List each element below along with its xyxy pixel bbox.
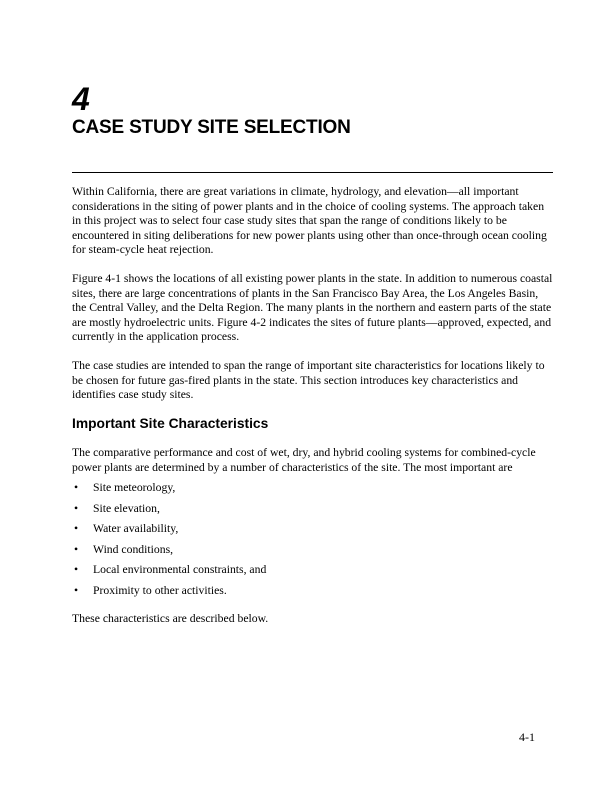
bullet-text: Proximity to other activities. [93,584,227,598]
chapter-title: CASE STUDY SITE SELECTION [72,117,351,138]
bullet-icon: • [74,522,79,536]
bullet-item [72,502,553,517]
bullet-item [72,522,553,537]
bullet-icon: • [74,501,79,515]
chapter-number: 4 [72,81,91,117]
bullet-icon: • [74,563,79,577]
bullet-text: Site elevation, [93,501,160,515]
closing-paragraph: These characteristics are described below. [72,611,269,625]
bullet-icon: • [74,584,79,598]
paragraph-2: Figure 4-1 shows the locations of all existing power plants in the state. In addition to numerous coastal sites, there are large concentrations of plants in the San Francisco Bay Area, the Los Angeles Basin, the Central Valley, and the Delta Region. The many plants in the northern and eastern parts of the state are mostly hydroelectric units. Figure 4-2 indicates the sites of future plants—approved, expected, and currently in the application process. [72,272,553,343]
paragraph-3: The case studies are intended to span the range of important site characteristics for locations likely to be chosen for future gas-fired plants in the state. This section introduces key characteristics and identifies case study sites. [72,359,545,401]
bullet-icon: • [74,481,79,495]
header-rule [72,172,553,173]
bullet-item [72,481,553,496]
section-intro-paragraph: The comparative performance and cost of wet, dry, and hybrid cooling systems for combined-cycle power plants are determined by a number of characteristics of the site. The most important are [72,446,536,474]
bullet-text: Site meteorology, [93,481,176,495]
section-heading: Important Site Characteristics [72,415,269,431]
page-content [72,0,553,626]
bullet-text: Local environmental constraints, and [93,563,267,577]
paragraph-1: Within California, there are great variations in climate, hydrology, and elevation—all important considerations in the siting of power plants and in the choice of cooling systems. The approach taken in this project was to select four case study sites that span the range of conditions likely to be encountered in siting deliberations for new power plants using other than once-through ocean cooling for steam-cycle heat rejection. [72,185,547,256]
bullet-item [72,563,553,578]
bullet-list [72,481,553,598]
bullet-item [72,543,553,558]
bullet-text: Wind conditions, [93,542,174,556]
bullet-item [72,584,553,599]
bullet-icon: • [74,542,79,556]
page-number: 4-1 [519,730,535,744]
bullet-text: Water availability, [93,522,179,536]
